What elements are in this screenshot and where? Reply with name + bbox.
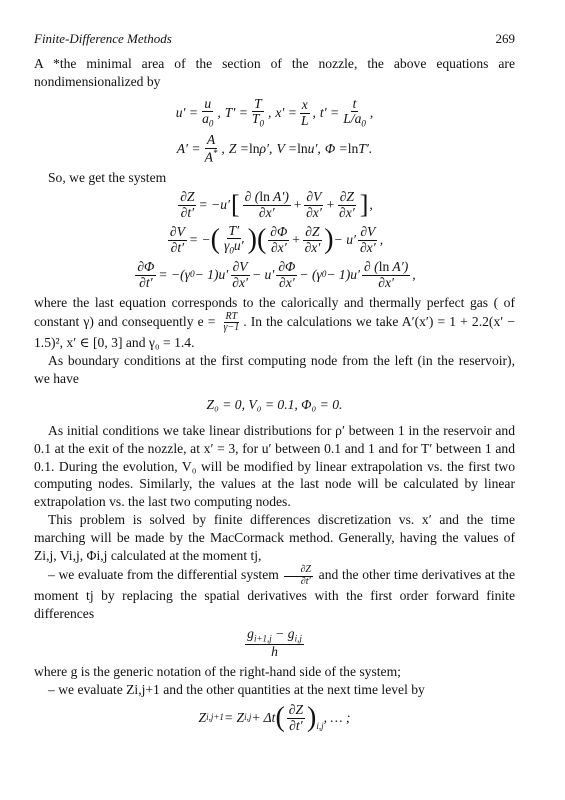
equation-energy: $\frac{\partial\Phi}{\partial t'}$ = −(γ 0 − 1)u′ $\frac{\partial V}{\partial x'}$ − u′ $\frac{\partial\Phi}{\partial x'}$ − (γ 0 − 1)u′ $\frac{\text{∂ (ln A′)}}{\partial x'}$ , (137, 259, 416, 290)
paragraph-maccormack: This problem is solved by finite differences discretization vs. x′ and the time marching will be made by the MacCormack method. Generally, having the values of Zi,j, Vi,j, Φi,j calculated at the moment tj, (34, 512, 515, 564)
running-title: Finite-Difference Methods (34, 31, 172, 46)
paragraph-system-intro: So, we get the system (48, 169, 167, 185)
running-header (34, 30, 515, 47)
equation-boundary-conditions: Z₀ = 0, V₀ = 0.1, Φ₀ = 0. (206, 396, 343, 412)
equation-momentum: $\frac{\partial V}{\partial t'}$ = − ( $\frac{T'}{\gamma_0u'}$ ) ( $\frac{\partial\Phi}{\partial x'}$ + $\frac{\partial Z}{\partial x'}$ ) − u′ $\frac{\partial V}{\partial x'}$ , (169, 222, 384, 256)
paragraph-boundary-conditions: As boundary conditions at the first computing node from the left (in the reservoir), we have (34, 352, 515, 386)
equation-scaling-1: u′ = $\frac{u}{a_0}$ , T′ = $\frac{T}{T_0}$ , x′ = $\frac{x}{L}$ , t′ = $\frac{t}{L/a_0}$ , (175, 96, 374, 130)
paragraph-evaluate-derivatives: – we evaluate from the differential system $\frac{\partial Z}{\partial t'}$ and the other time derivatives at the moment tj by replacing the spatial derivatives with the first order forward finite differences (34, 564, 516, 622)
paragraph-nondimensionalization: A *the minimal area of the section of the nozzle, the above equations are nondimensionalized by (34, 56, 515, 90)
paragraph-generic-notation: where g is the generic notation of the right-hand side of the system; (34, 664, 401, 680)
paragraph-next-time-level: – we evaluate Zi,j+1 and the other quantities at the next time level by (48, 682, 425, 698)
equation-forward-difference: $\frac{g_{i+1,j} - g_{i,j}}{h}$ (247, 626, 302, 660)
equation-time-update: Z i,j+1 = Z i,j + Δt ( $\frac{\partial Z}{\partial t'}$ ) $_{i,j}$ , … ; (198, 702, 351, 734)
paragraph-initial-conditions: As initial conditions we take linear distributions for ρ′ between 1 in the reservoir and 0.1 at the exit of the nozzle, at x′ = 3, for u′ between 0.1 and 1 and for T′ between 1 and 0.1. During the evolution, V₀ will be modified by linear extrapolation vs. the first two computing nodes. Similarly, the values at the last node will be calculated by linear extrapolation vs. the last two computing nodes. (34, 422, 515, 510)
page-number: 269 (495, 31, 515, 46)
paragraph-perfect-gas: where the last equation corresponds to the calorically and thermally perfect gas ( of constant γ) and consequently e = $\frac{RT}{\gamma-1}$ . In the calculations we take A′(x′) = 1 + 2.2(x′ − 1.5)², x′ ∈ [0, 3] and γ₀ = 1.4. (34, 294, 515, 350)
equation-scaling-2: A′ = $\frac{A}{A^*}$ , Z = ln ρ′, V = ln u′, Φ = ln T′. (176, 132, 373, 165)
equation-continuity: $\frac{\partial Z}{\partial t'}$ = −u′ [ $\frac{\text{∂ (ln A′)}}{\partial x'}$ + $\frac{\partial V}{\partial x'}$ + $\frac{\partial Z}{\partial x'}$ ] , (180, 189, 373, 220)
